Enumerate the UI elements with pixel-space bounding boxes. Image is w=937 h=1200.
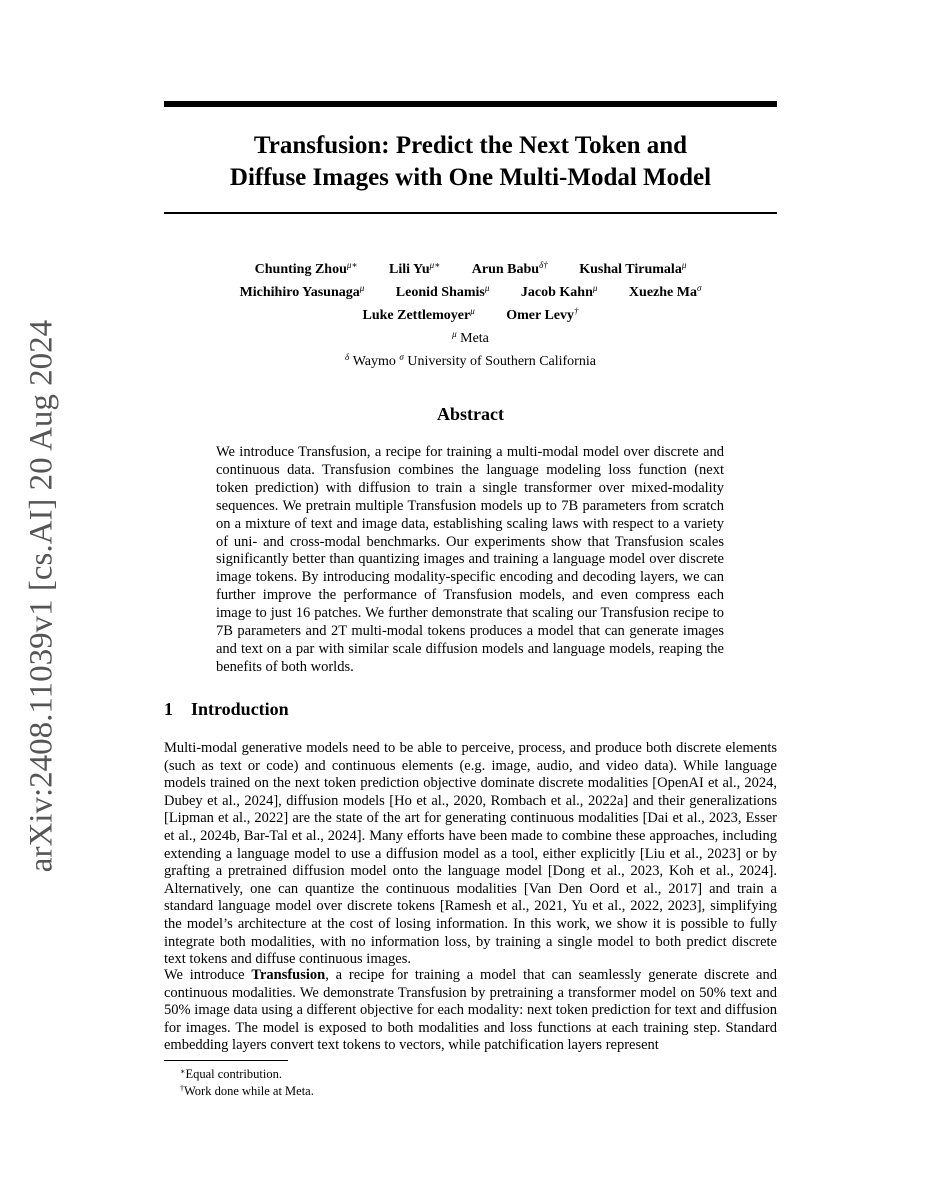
section-title: Introduction [191, 699, 289, 719]
title-top-rule [164, 101, 777, 107]
title-line-2: Diffuse Images with One Multi-Modal Model [229, 164, 712, 191]
section-heading [164, 699, 289, 720]
affiliation-line-1: $^\mu$ Meta [452, 329, 489, 346]
author-row-2 [164, 279, 777, 302]
footnote-rule [164, 1060, 288, 1061]
author-list [164, 256, 777, 325]
author: Michihiro Yasunaga$^\mu$ [239, 283, 365, 300]
author: Kushal Tirumala$^\mu$ [579, 260, 687, 277]
footnote-equal-contribution: ∗Equal contribution. [180, 1067, 282, 1081]
affiliations [164, 325, 777, 371]
section-number: 1 [164, 699, 173, 719]
author: Luke Zettlemoyer$^\mu$ [362, 306, 475, 323]
author-row-1 [164, 256, 777, 279]
title-line-1: Transfusion: Predict the Next Token and [253, 132, 688, 159]
author: Chunting Zhou$^{\mu∗}$ [254, 260, 358, 277]
paper-title [164, 130, 777, 194]
abstract-text: We introduce Transfusion, a recipe for training a multi-modal model over discrete and continuous data. Transfusion combines the language modeling loss function (next token prediction) with diffusion to train a single transformer over mixed-modality sequences. We pretrain multiple Transfusion models up to 7B parameters from scratch on a mixture of text and image data, establishing scaling laws with respect to a variety of uni- and cross-modal benchmarks. Our experiments show that Transfusion scales significantly better than quantizing images and training a language model over discrete image tokens. By introducing modality-specific encoding and decoding layers, we can further improve the performance of Transfusion models, and even compress each image to just 16 patches. We further demonstrate that scaling our Transfusion recipe to 7B parameters and 2T multi-modal tokens produces a model that can generate images and text on a par with similar scale diffusion models and language models, reaping the benefits of both worlds. [216, 444, 724, 675]
abstract-heading: Abstract [437, 404, 504, 424]
author-row-3 [164, 302, 777, 325]
footnote-work-at-meta: †Work done while at Meta. [180, 1084, 314, 1098]
intro-paragraph-2: We introduce Transfusion, a recipe for training a model that can seamlessly generate discrete and continuous modalities. We demonstrate Transfusion by pretraining a transformer model on 50% text and 50% image data using a different objective for each modality: next token prediction for text and diffusion for images. The model is exposed to both modalities and loss functions at each training step. Standard embedding layers convert text tokens to vectors, while patchification layers represent [164, 967, 777, 1054]
arxiv-identifier: arXiv:2408.11039v1 [cs.AI] 20 Aug 2024 [23, 319, 60, 873]
author: Arun Babu$^{\delta\dagger}$ [471, 260, 548, 277]
author: Xuezhe $Ma^\sigma$ [628, 283, 702, 300]
author: Jacob Kahn$^\mu$ [520, 283, 598, 300]
intro-paragraph-1: Multi-modal generative models need to be able to perceive, process, and produce both discrete elements (such as text or code) and continuous elements (e.g. image, audio, and video data). While language models trained on the next token prediction objective dominate discrete modalities [OpenAI et al., 2024, Dubey et al., 2024], diffusion models [Ho et al., 2020, Rombach et al., 2022a] and their generalizations [Lipman et al., 2022] are the state of the art for generating continuous modalities [Dai et al., 2023, Esser et al., 2024b, Bar-Tal et al., 2024]. Many efforts have been made to combine these approaches, including extending a language model to use a diffusion model as a tool, either explicitly [Liu et al., 2023] or by grafting a pretrained diffusion model onto the language model [Dong et al., 2023, Koh et al., 2024]. Alternatively, one can quantize the continuous modalities [Van Den Oord et al., 2017] and train a standard language model over discrete tokens [Ramesh et al., 2021, Yu et al., 2022, 2023], simplifying the model’s architecture at the cost of losing information. In this work, we show it is possible to fully integrate both modalities, with no information loss, by training a single model to both predict discrete text tokens and diffuse continuous images. [164, 740, 777, 968]
author: Lili $Yu^{\mu∗}$ [389, 260, 441, 277]
author: Leonid Shamis$^\mu$ [395, 283, 490, 300]
affiliation-line-2: $^\delta$ Waymo $^\sigma$ University of Southern California [345, 352, 596, 369]
author: Omer Levy† [506, 306, 579, 323]
title-bottom-rule [164, 212, 777, 214]
